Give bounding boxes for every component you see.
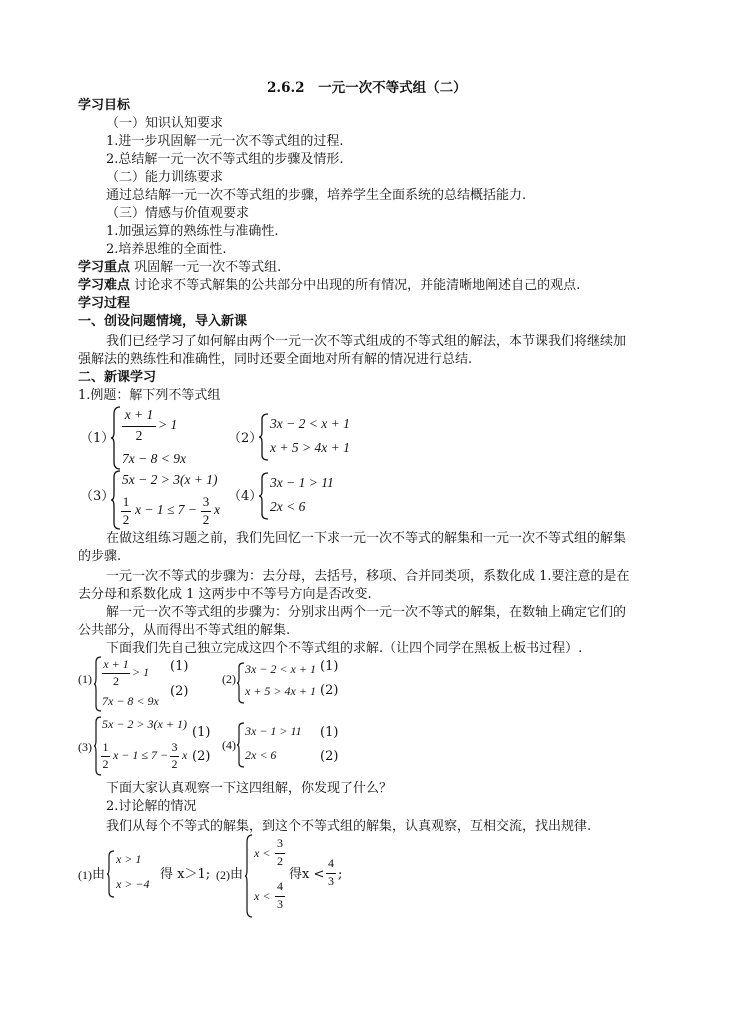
result-2a-den: 2 [277,854,283,868]
s4-ineq-num-1: (1) [320,725,339,740]
process-heading: 学习过程 [78,296,131,311]
s3a: 5x − 2 > 3(x + 1) [102,717,187,731]
example-heading: 1.例题：解下列不等式组 [78,388,221,403]
eq4a: 3x − 1 > 11 [270,475,334,490]
knowledge-item-2: 2.总结解一元一次不等式组的步骤及情形. [106,152,344,167]
s1a-denominator: 2 [113,674,119,688]
result-2b-lhs: x < [254,889,271,903]
result-2-you: 由 [230,867,244,882]
eq3a: 5x − 2 > 3(x + 1) [122,472,218,487]
eq4b: 2x < 6 [270,499,306,514]
section-2-heading: 二、新课学习 [78,370,157,385]
emotion-item-1: 1.加强运算的熟练性与准确性. [106,224,279,239]
section-1-heading: 一、创设问题情境，导入新课 [78,314,248,329]
eq3b-middle: x − 1 ≤ 7 − [135,502,197,517]
result-2-res-num: 4 [328,856,334,870]
result-1-you: 由 [92,867,106,882]
s4b: 2x < 6 [245,748,277,762]
para-before-line2: 的步骤. [78,549,122,564]
eq1a-numerator: x + 1 [124,407,154,422]
result-2-semicolon: ; [338,867,343,882]
result-label-2: (2) [216,868,230,882]
result-2b-den: 3 [277,897,283,911]
knowledge-heading: （一）知识认知要求 [106,116,224,131]
knowledge-item-1: 1.进一步巩固解一元一次不等式组的过程. [106,134,344,149]
result-1a: x > 1 [116,852,142,866]
small-label-3: (3) [78,740,92,754]
label-4: （4） [228,489,263,504]
eq1a-fraction-bar [122,426,156,427]
objectives-heading: 学习目标 [78,98,131,113]
eq3b-frac-den: 2 [202,512,210,527]
s3b-frac-num: 3 [171,740,178,754]
left-brace-icon [106,850,116,898]
s2a: 3x − 2 < x + 1 [245,662,316,676]
small-label-4: (4) [222,738,236,752]
difficulty-label: 学习难点 [78,278,131,293]
result-2-de: 得x < [289,867,325,882]
left-brace-icon [110,406,122,470]
key-point [78,259,281,277]
para-observe: 下面大家认真观察一下这四组解，你发现了什么？ [106,781,393,796]
label-3: （3） [80,489,115,504]
difficulty [78,277,580,295]
s1-ineq-num-1: (1) [170,659,189,674]
s3b-half-num: 1 [102,740,109,754]
eq2a: 3x − 2 < x + 1 [270,416,350,431]
key-point-text: 巩固解一元一次不等式组. [134,260,282,275]
para-before-line1: 在做这组练习题之前，我们先回忆一下求一元一次不等式的解集和一元一次不等式组的解集 [106,531,627,546]
para-independent: 下面我们先自己独立完成这四个不等式组的求解.（让四个同学在黑板上板书过程）. [106,641,583,656]
s1a-numerator: x + 1 [103,657,129,671]
result-label-1: (1) [78,868,92,882]
eq2b: x + 5 > 4x + 1 [270,440,350,455]
difficulty-text: 讨论求不等式解集的公共部分中出现的所有情况，并能清晰地阐述自己的观点. [134,278,581,293]
s1a-rhs: > 1 [132,665,150,679]
eq3b-x: x [214,502,220,517]
result-1b: x > −4 [116,877,150,891]
emotion-heading: （三）情感与价值观要求 [106,206,250,221]
result-2a-num: 3 [277,836,283,850]
small-label-2: (2) [222,672,236,686]
label-1: （1） [80,431,115,446]
s2-ineq-num-1: (1) [320,659,339,674]
para-group-line1: 解一元一次不等式组的步骤为：分别求出两个一元一次不等式的解集，在数轴上确定它们的 [106,605,627,620]
section-1-para-line2: 强解法的熟练性和准确性，同时还要全面地对所有解的情况进行总结. [78,352,473,367]
eq3b-half-num: 1 [122,494,130,509]
section-1-para-line1: 我们已经学习了如何解由两个一元一次不等式组成的不等式组的解法，本节课我们将继续加 [106,334,627,349]
result-2a-lhs: x < [254,846,271,860]
eq1b: 7x − 8 < 9x [122,451,186,466]
s4a: 3x − 1 > 11 [245,724,302,738]
s3b-x: x [182,748,188,762]
small-label-1: (1) [78,672,92,686]
ability-item-1: 通过总结解一元一次不等式组的步骤，培养学生全面系统的总结概括能力. [106,188,527,203]
para-group-line2: 公共部分，从而得出不等式组的解集. [78,623,291,638]
page-title: 2.6.2 一元一次不等式组（二） [267,80,467,96]
label-2: （2） [228,431,263,446]
result-2-res-den: 3 [328,874,334,888]
s2b: x + 5 > 4x + 1 [245,684,316,698]
s3b-frac-den: 2 [171,757,178,771]
eq3b-frac-num: 3 [202,494,210,509]
left-brace-icon [258,413,270,461]
s1-ineq-num-2: (2) [170,684,189,699]
s3-ineq-num-1: (1) [192,725,211,740]
s1b: 7x − 8 < 9x [102,694,159,708]
eq3b-half-den: 2 [122,512,130,527]
eq1a-denominator: 2 [135,428,143,443]
key-point-label: 学习重点 [78,260,131,275]
para-steps-line2: 去分母和系数化成 1 这两步中不等号方向是否改变. [78,587,372,602]
s2-ineq-num-2: (2) [320,683,339,698]
para-rule: 我们从每个不等式的解集，到这个不等式组的解集，认真观察，互相交流，找出规律. [106,819,592,834]
s3b-middle: x − 1 ≤ 7 − [113,748,169,762]
left-brace-icon [258,472,270,520]
ability-heading: （二）能力训练要求 [106,170,224,185]
left-brace-icon [244,834,254,918]
emotion-item-2: 2.培养思维的全面性. [106,242,227,257]
discuss-heading: 2.讨论解的情况 [106,799,197,814]
eq1a-rhs: > 1 [158,417,178,432]
result-1-conclusion: 得 x＞1; [160,867,211,882]
s3-ineq-num-2: (2) [192,749,211,764]
s4-ineq-num-2: (2) [320,749,339,764]
para-steps-line1: 一元一次不等式的步骤为：去分母，去括号，移项、合并同类项，系数化成 1.要注意的是在 [106,569,630,584]
s3b-half-den: 2 [102,757,109,771]
result-2b-num: 4 [277,879,283,893]
